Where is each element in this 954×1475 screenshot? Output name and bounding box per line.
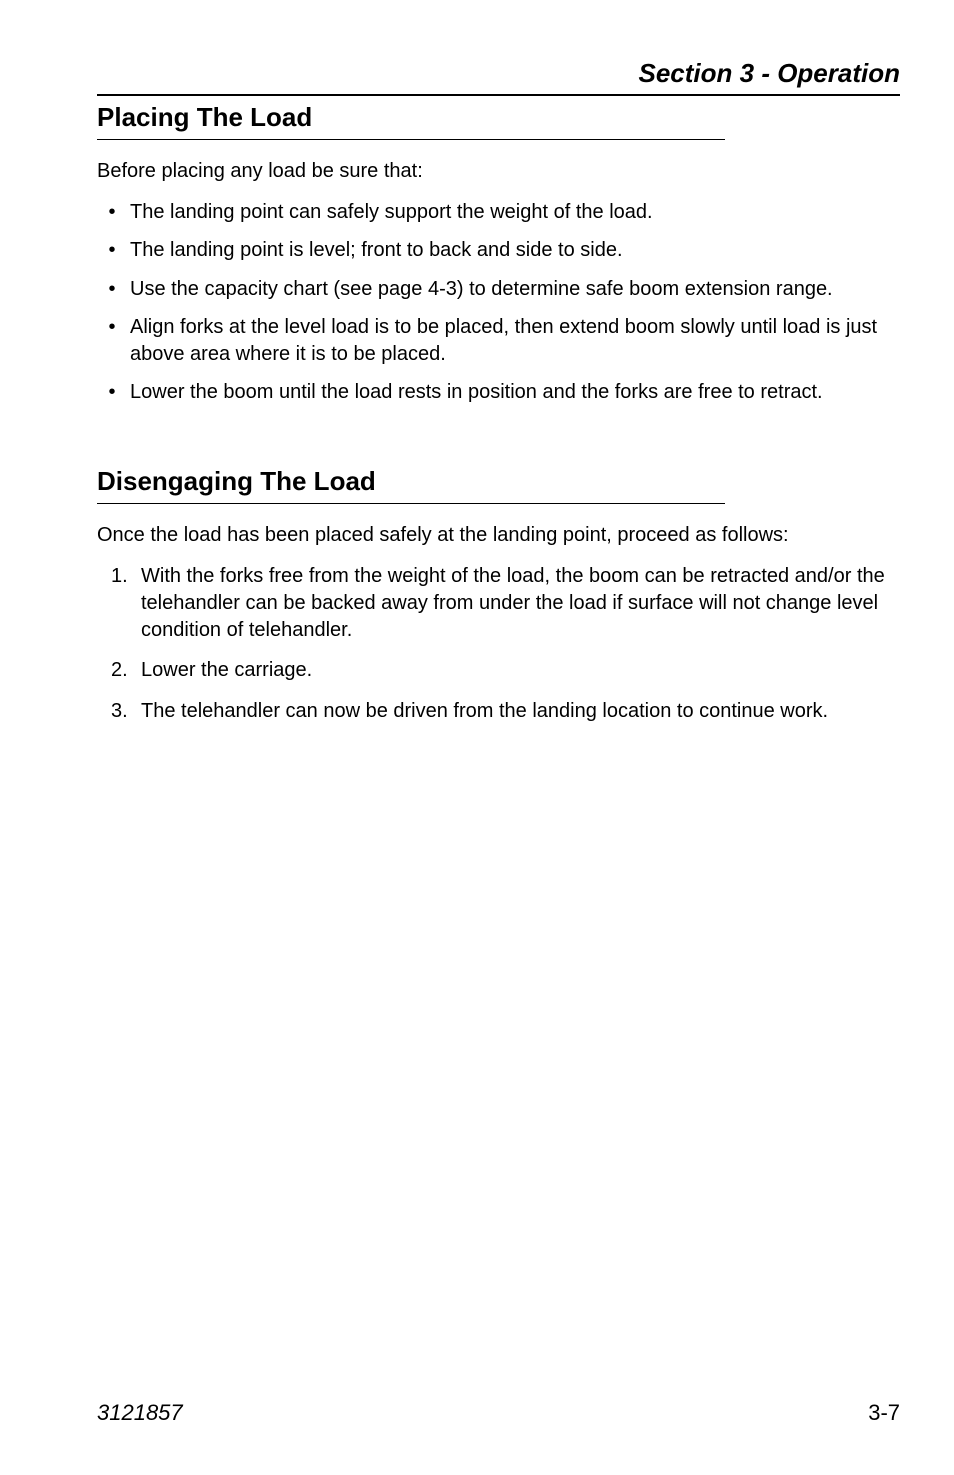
placing-intro: Before placing any load be sure that:: [97, 160, 423, 182]
bullet-icon: •: [108, 201, 116, 223]
bullet-icon: •: [108, 278, 116, 300]
document-number: 3121857: [97, 1400, 183, 1425]
list-item: [97, 276, 903, 303]
list-item: [97, 199, 903, 226]
list-item-text: Lower the boom until the load rests in position and the forks are free to retract.: [130, 381, 823, 403]
disengaging-intro: Once the load has been placed safely at the landing point, proceed as follows:: [97, 524, 789, 546]
heading-placing-the-load: Placing The Load: [97, 100, 725, 140]
bullet-icon: •: [108, 239, 116, 261]
list-item: [97, 314, 903, 368]
heading-disengaging-the-load: Disengaging The Load: [97, 464, 725, 504]
numbered-step: [97, 563, 903, 644]
section-title: Section 3 - Operation: [638, 58, 900, 88]
numbered-step: [97, 657, 903, 684]
bullet-icon: •: [108, 381, 116, 403]
list-item: [97, 379, 903, 406]
step-text: With the forks free from the weight of the load, the boom can be retracted and/or the telehandler can be backed away from under the load if surface will not change level condition of telehandler.: [141, 565, 885, 641]
step-number: 1.: [111, 565, 128, 587]
step-text: The telehandler can now be driven from the landing location to continue work.: [141, 700, 829, 722]
list-item-text: The landing point is level; front to back and side to side.: [130, 239, 623, 261]
page-number: 3-7: [868, 1400, 900, 1425]
section-header: [97, 56, 900, 96]
step-text: Lower the carriage.: [141, 659, 313, 681]
numbered-step: [97, 698, 903, 725]
list-item-text: Use the capacity chart (see page 4-3) to determine safe boom extension range.: [130, 278, 833, 300]
list-item: [97, 237, 903, 264]
step-number: 3.: [111, 700, 128, 722]
list-item-text: The landing point can safely support the weight of the load.: [130, 201, 653, 223]
bullet-icon: •: [108, 316, 116, 338]
step-number: 2.: [111, 659, 128, 681]
list-item-text: Align forks at the level load is to be placed, then extend boom slowly until load is just above area where it is to be placed.: [130, 316, 878, 365]
